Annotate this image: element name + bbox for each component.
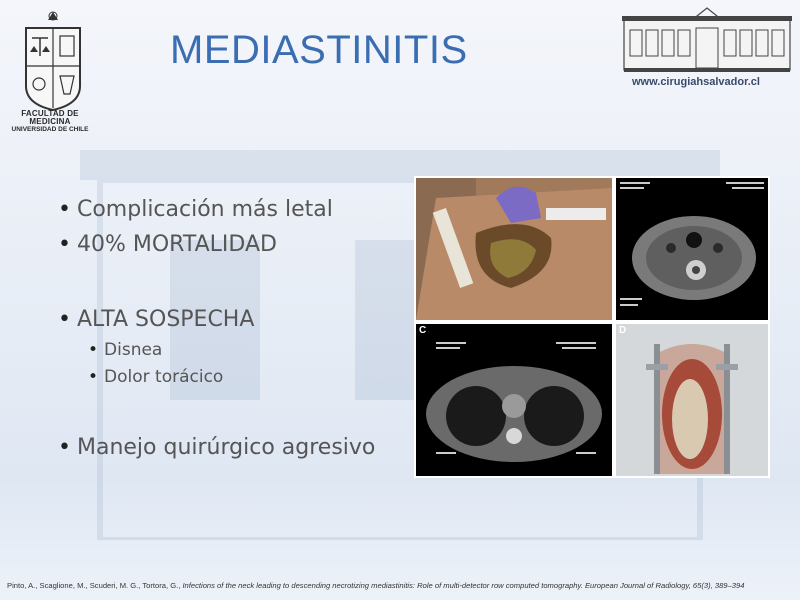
hospital-building-logo <box>622 6 792 78</box>
university-name: UNIVERSIDAD DE CHILE <box>11 125 89 133</box>
bullet-item: • ALTA SOSPECHA <box>58 307 255 332</box>
website-url: www.cirugiahsalvador.cl <box>632 76 760 88</box>
bullet-text: ALTA SOSPECHA <box>76 307 255 332</box>
bullet-text: Manejo quirúrgico agresivo <box>76 435 376 460</box>
citation-authors: Pinto, A., Scaglione, M., Scuderi, M. G., Tortora, G., <box>7 581 183 590</box>
surgical-photo <box>616 324 768 476</box>
bullet-text: 40% MORTALIDAD <box>76 232 277 257</box>
bullet-item: • 40% MORTALIDAD <box>58 232 277 257</box>
bullet-text: Complicación más letal <box>76 197 333 222</box>
bullet-item: • Complicación más letal <box>58 197 333 222</box>
slide-title: MEDIASTINITIS <box>170 28 468 72</box>
sub-bullet-item: • Dolor torácico <box>88 367 224 387</box>
ct-chest-scan <box>416 324 612 476</box>
neck-wound-photo <box>416 178 612 320</box>
figure-composite <box>414 176 770 478</box>
sub-bullet-item: • Disnea <box>88 340 163 360</box>
citation-title: Infections of the neck leading to descending necrotizing mediastinitis: Role of multi-detector row computed tomography. European Journal of Radiology, 65(3), 389–394 <box>182 581 745 590</box>
sub-bullet-text: Disnea <box>104 340 163 360</box>
bullet-item: • Manejo quirúrgico agresivo <box>58 435 376 460</box>
ct-neck-scan <box>616 178 768 320</box>
faculty-name: FACULTAD DE MEDICINA <box>21 109 79 127</box>
faculty-logo-text <box>0 110 100 134</box>
panel-label-d: D <box>619 325 627 336</box>
sub-bullet-text: Dolor torácico <box>104 367 224 387</box>
panel-label-c: C <box>419 325 427 336</box>
reference-citation <box>7 581 797 590</box>
